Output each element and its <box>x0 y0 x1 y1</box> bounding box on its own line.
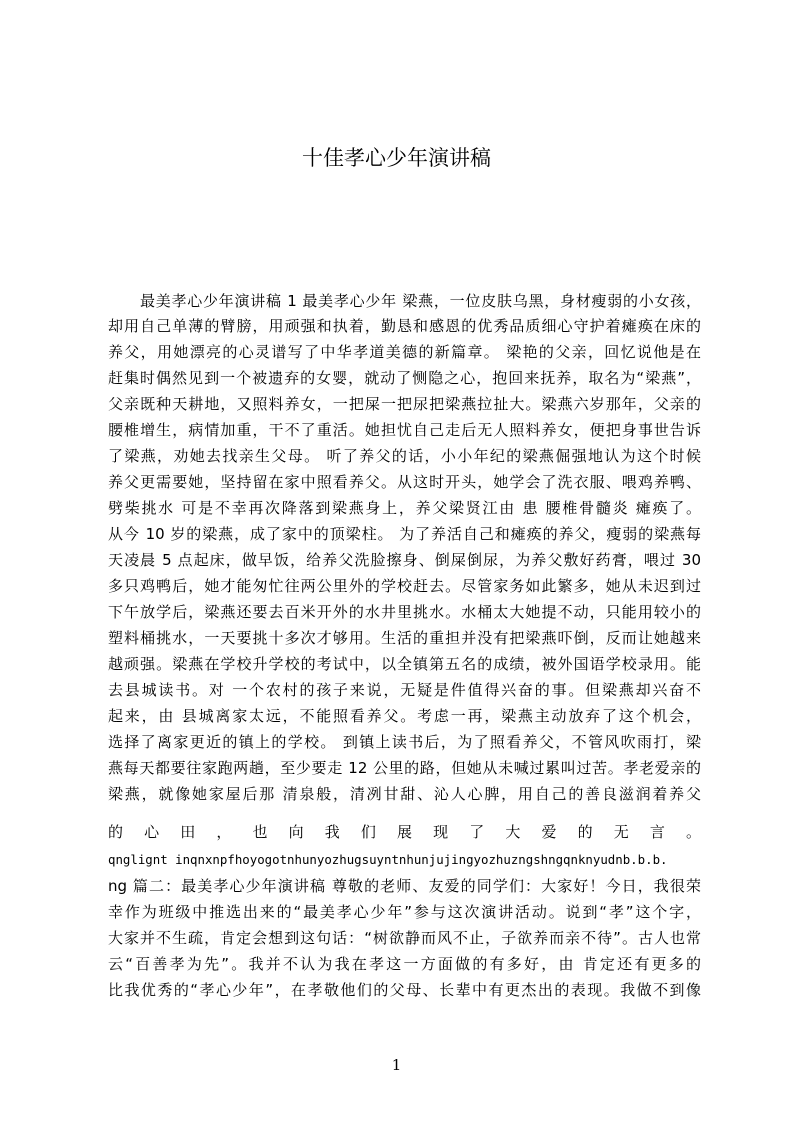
text-line: 下午放学后，梁燕还要去百米开外的水井里挑水。水桶太大她提不动，只能用较小的 <box>108 603 701 621</box>
text-line: 赶集时偶然见到一个被遗弃的女婴，就动了恻隐之心，抱回来抚养，取名为“梁燕”， <box>108 369 701 387</box>
text-line: qnglignt inqnxnpfhoyogotnhunyozhugsuyntnhunjujingyozhuzngshngqnknyudnb.b.b. <box>108 852 668 867</box>
text-line: 大家并不生疏，肯定会想到这句话：“树欲静而风不止，子欲养而亲不待”。古人也常 <box>108 929 701 947</box>
text-line: 幸作为班级中推选出来的“最美孝心少年”参与这次演讲活动。说到“孝”这个字， <box>108 903 701 921</box>
text-line: 比我优秀的“孝心少年”，在孝敬他们的父母、长辈中有更杰出的表现。我做不到像 <box>108 981 701 999</box>
text-line: 养父，用她漂亮的心灵谱写了中华孝道美德的新篇章。 梁艳的父亲，回忆说他是在 <box>108 343 701 361</box>
text-line: 从今 10 岁的梁燕，成了家中的顶梁柱。 为了养活自己和瘫痪的养父，瘦弱的梁燕每 <box>108 525 701 543</box>
page-number: 1 <box>391 1056 402 1074</box>
text-line: 燕每天都要往家跑两趟，至少要走 12 公里的路，但她从未喊过累叫过苦。孝老爱亲的 <box>108 759 701 777</box>
text-line: 天凌晨 5 点起床，做早饭，给养父洗脸擦身、倒屎倒尿，为养父敷好药膏，喂过 30 <box>108 551 701 569</box>
text-line: ng 篇二：最美孝心少年演讲稿 尊敬的老师、友爱的同学们：大家好！今日，我很荣 <box>108 877 701 895</box>
text-line: 起来，由 县城离家太远，不能照看养父。考虑一再，梁燕主动放弃了这个机会， <box>108 707 701 725</box>
text-line: 去县城读书。对 一个农村的孩子来说，无疑是件值得兴奋的事。但梁燕却兴奋不 <box>108 681 701 699</box>
text-line: 养父更需要她，坚持留在家中照看养父。从这时开头，她学会了洗衣服、喂鸡养鸭、 <box>108 473 701 491</box>
text-line: 云“百善孝为先”。我并不认为我在孝这一方面做的有多好，由 肯定还有更多的 <box>108 955 701 973</box>
text-line: 却用自己单薄的臂膀，用顽强和执着，勤恳和感恩的优秀品质细心守护着瘫痪在床的 <box>108 317 701 335</box>
text-line: 选择了离家更近的镇上的学校。 到镇上读书后，为了照看养父，不管风吹雨打，梁 <box>108 733 701 751</box>
text-line: 塑料桶挑水，一天要挑十多次才够用。生活的重担并没有把梁燕吓倒，反而让她越来 <box>108 629 701 647</box>
text-line: 越顽强。梁燕在学校升学校的考试中，以全镇第五名的成绩，被外国语学校录用。能 <box>108 655 701 673</box>
text-line: 劈柴挑水 可是不幸再次降落到梁燕身上，养父梁贤江由 患 腰椎骨髓炎 瘫痪了。 <box>108 499 701 517</box>
document-title: 十佳孝心少年演讲稿 <box>302 146 491 170</box>
text-line: 的 心 田 ， 也 向 我 们 展 现 了 大 爱 的 无 言 。 <box>108 823 701 841</box>
text-line: 了梁燕，劝她去找亲生父母。 听了养父的话，小小年纪的梁燕倔强地认为这个时候 <box>108 447 701 465</box>
text-line: 梁燕，就像她家屋后那 清泉般，清冽甘甜、沁人心脾，用自己的善良滋润着养父 <box>108 785 701 803</box>
text-line: 多只鸡鸭后，她才能匆忙往两公里外的学校赶去。尽管家务如此繁多，她从未迟到过 <box>108 577 701 595</box>
text-line: 最美孝心少年演讲稿 1 最美孝心少年 梁燕，一位皮肤乌黑，身材瘦弱的小女孩， <box>140 292 701 310</box>
text-line: 腰椎增生，病情加重，干不了重活。她担忧自己走后无人照料养女，便把身事世告诉 <box>108 421 701 439</box>
text-line: 父亲既种天耕地，又照料养女，一把屎一把尿把梁燕拉扯大。梁燕六岁那年，父亲的 <box>108 395 701 413</box>
